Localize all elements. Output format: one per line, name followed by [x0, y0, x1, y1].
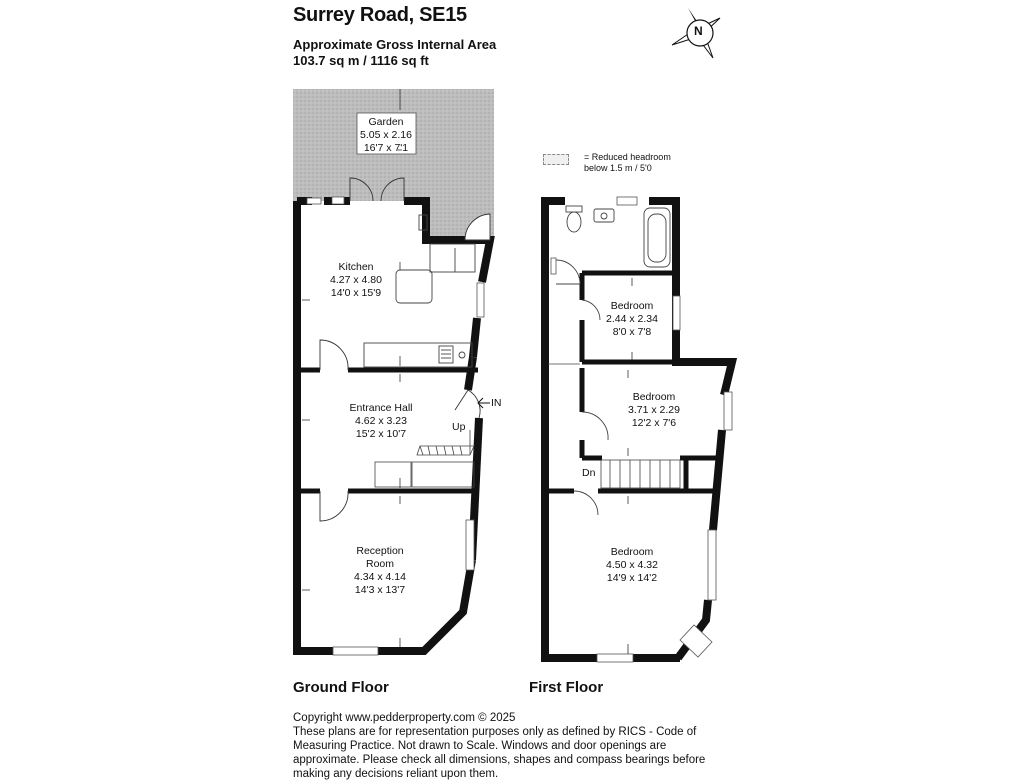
room-name: Bedroom — [610, 546, 654, 558]
room-metric: 4.27 x 4.80 — [330, 274, 382, 286]
footer — [293, 711, 733, 781]
copyright-text: Copyright www.pedderproperty.com © 2025 — [293, 712, 516, 724]
room-metric: 3.71 x 2.29 — [628, 404, 680, 416]
room-name: Kitchen — [338, 261, 374, 273]
legend — [584, 152, 671, 174]
area-value: 103.7 sq m / 1116 sq ft — [293, 53, 429, 68]
room-name-2: Room — [365, 558, 394, 570]
room-imperial: 14'0 x 15'9 — [330, 287, 382, 299]
room-garden — [360, 116, 412, 155]
dn-label: Dn — [582, 467, 596, 479]
room-metric: 4.50 x 4.32 — [606, 559, 658, 571]
room-imperial: 15'2 x 10'7 — [355, 428, 407, 440]
room-reception — [354, 545, 406, 597]
room-name: Reception — [356, 545, 404, 557]
room-metric: 2.44 x 2.34 — [606, 313, 658, 325]
room-imperial: 14'9 x 14'2 — [606, 572, 658, 584]
room-metric: 4.34 x 4.14 — [354, 571, 406, 583]
ground-floor-label: Ground Floor — [293, 679, 389, 696]
reduced-headroom-swatch — [543, 154, 569, 165]
room-imperial: 12'2 x 7'6 — [631, 417, 677, 429]
room-entrance-hall — [349, 402, 412, 441]
room-name: Garden — [368, 116, 404, 128]
room-imperial: 8'0 x 7'8 — [612, 326, 652, 338]
compass-letter: N — [694, 24, 703, 38]
room-imperial: 14'3 x 13'7 — [354, 584, 406, 596]
up-label: Up — [452, 421, 466, 433]
room-bedroom-large — [606, 546, 658, 585]
area-label: Approximate Gross Internal Area — [293, 37, 497, 52]
room-bedroom-mid — [628, 391, 680, 430]
room-kitchen — [330, 261, 382, 300]
room-bedroom-small — [606, 300, 658, 339]
in-label: IN — [491, 397, 502, 409]
legend-line-2: below 1.5 m / 5'0 — [584, 163, 652, 173]
room-metric: 5.05 x 2.16 — [360, 129, 412, 141]
room-imperial: 16'7 x 7'1 — [363, 142, 409, 154]
first-floor-label: First Floor — [529, 679, 604, 696]
plan-title: Surrey Road, SE15 — [293, 4, 467, 26]
disclaimer-text: These plans are for representation purposes only as defined by RICS - Code of Measuring Practice. Not drawn to Scale. Windows and door openings are approximate. Please check all dimensions, shapes and compass bearings before making any decisions reliant upon them. — [293, 726, 706, 780]
room-name: Bedroom — [632, 391, 676, 403]
legend-line-1: = Reduced headroom — [584, 152, 671, 162]
room-name: Entrance Hall — [349, 402, 413, 414]
room-name: Bedroom — [610, 300, 654, 312]
room-metric: 4.62 x 3.23 — [355, 415, 407, 427]
